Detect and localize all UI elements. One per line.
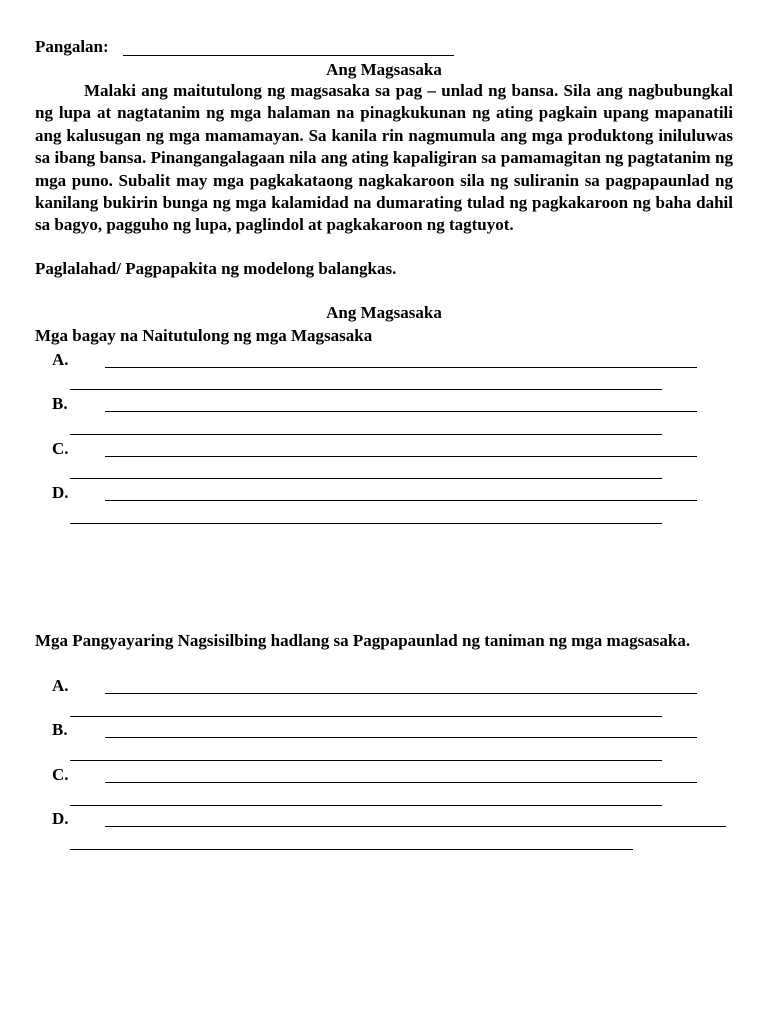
section1-item-c-line1[interactable] (105, 456, 697, 457)
section1-item-c-line2[interactable] (70, 478, 662, 479)
story-paragraph-text: Malaki ang maitutulong ng magsasaka sa pag – unlad ng bansa. Sila ang nagbubungkal ng lupa at nagtatanim ng mga halaman na pinagkukunan ng ating pagkain upang mapanatili ang kalusugan ng mga mamamayan. Sa kanila rin nagmumula ang mga produktong iniluluwas sa ibang bansa. Pinangangalagaan nila ang ating kapaligiran sa pamamagitan ng pagtatanim ng mga puno. Subalit may mga pagkakataong nagkakaroon sila ng suliranin sa pagpapaunlad ng kanilang bukirin bunga ng mga kalamidad na dumarating tulad ng pagkakaroon ng baha dahil sa bagyo, pagguho ng lupa, paglindol at pagkakaroon ng tagtuyot. (35, 81, 733, 235)
section2-item-b-line1[interactable] (105, 737, 697, 738)
section2-item-b-label: B. (52, 720, 68, 739)
section1-item-d-line1[interactable] (105, 500, 697, 501)
section2-item-c-line2[interactable] (70, 805, 662, 806)
instruction-text: Paglalahad/ Pagpapakita ng modelong balangkas. (35, 259, 397, 278)
section2-item-d-label: D. (52, 809, 69, 828)
name-blank-line[interactable] (123, 55, 454, 56)
section2-heading: Mga Pangyayaring Nagsisilbing hadlang sa Pagpapaunlad ng taniman ng mga magsasaka. (35, 631, 691, 650)
story-paragraph (35, 80, 733, 237)
section1-item-b-line2[interactable] (70, 434, 662, 435)
section1-item-b-label: B. (52, 394, 68, 413)
section1-item-d-label: D. (52, 483, 69, 502)
section1-item-a-line2[interactable] (70, 389, 662, 390)
section1-item-b-line1[interactable] (105, 411, 697, 412)
name-label: Pangalan: (35, 37, 109, 56)
section1-item-a-line1[interactable] (105, 367, 697, 368)
section1-item-d-line2[interactable] (70, 523, 662, 524)
section2-item-a-line2[interactable] (70, 716, 662, 717)
story-title: Ang Magsasaka (326, 60, 442, 79)
section2-item-b-line2[interactable] (70, 760, 662, 761)
section2-item-a-line1[interactable] (105, 693, 697, 694)
outline-title: Ang Magsasaka (326, 303, 442, 322)
section2-item-a-label: A. (52, 676, 69, 695)
section1-item-a-label: A. (52, 350, 69, 369)
section2-item-c-label: C. (52, 765, 69, 784)
section2-item-d-line2[interactable] (70, 849, 633, 850)
section2-item-c-line1[interactable] (105, 782, 697, 783)
section1-heading: Mga bagay na Naitutulong ng mga Magsasaka (35, 326, 373, 345)
section1-item-c-label: C. (52, 439, 69, 458)
section2-item-d-line1[interactable] (105, 826, 726, 827)
